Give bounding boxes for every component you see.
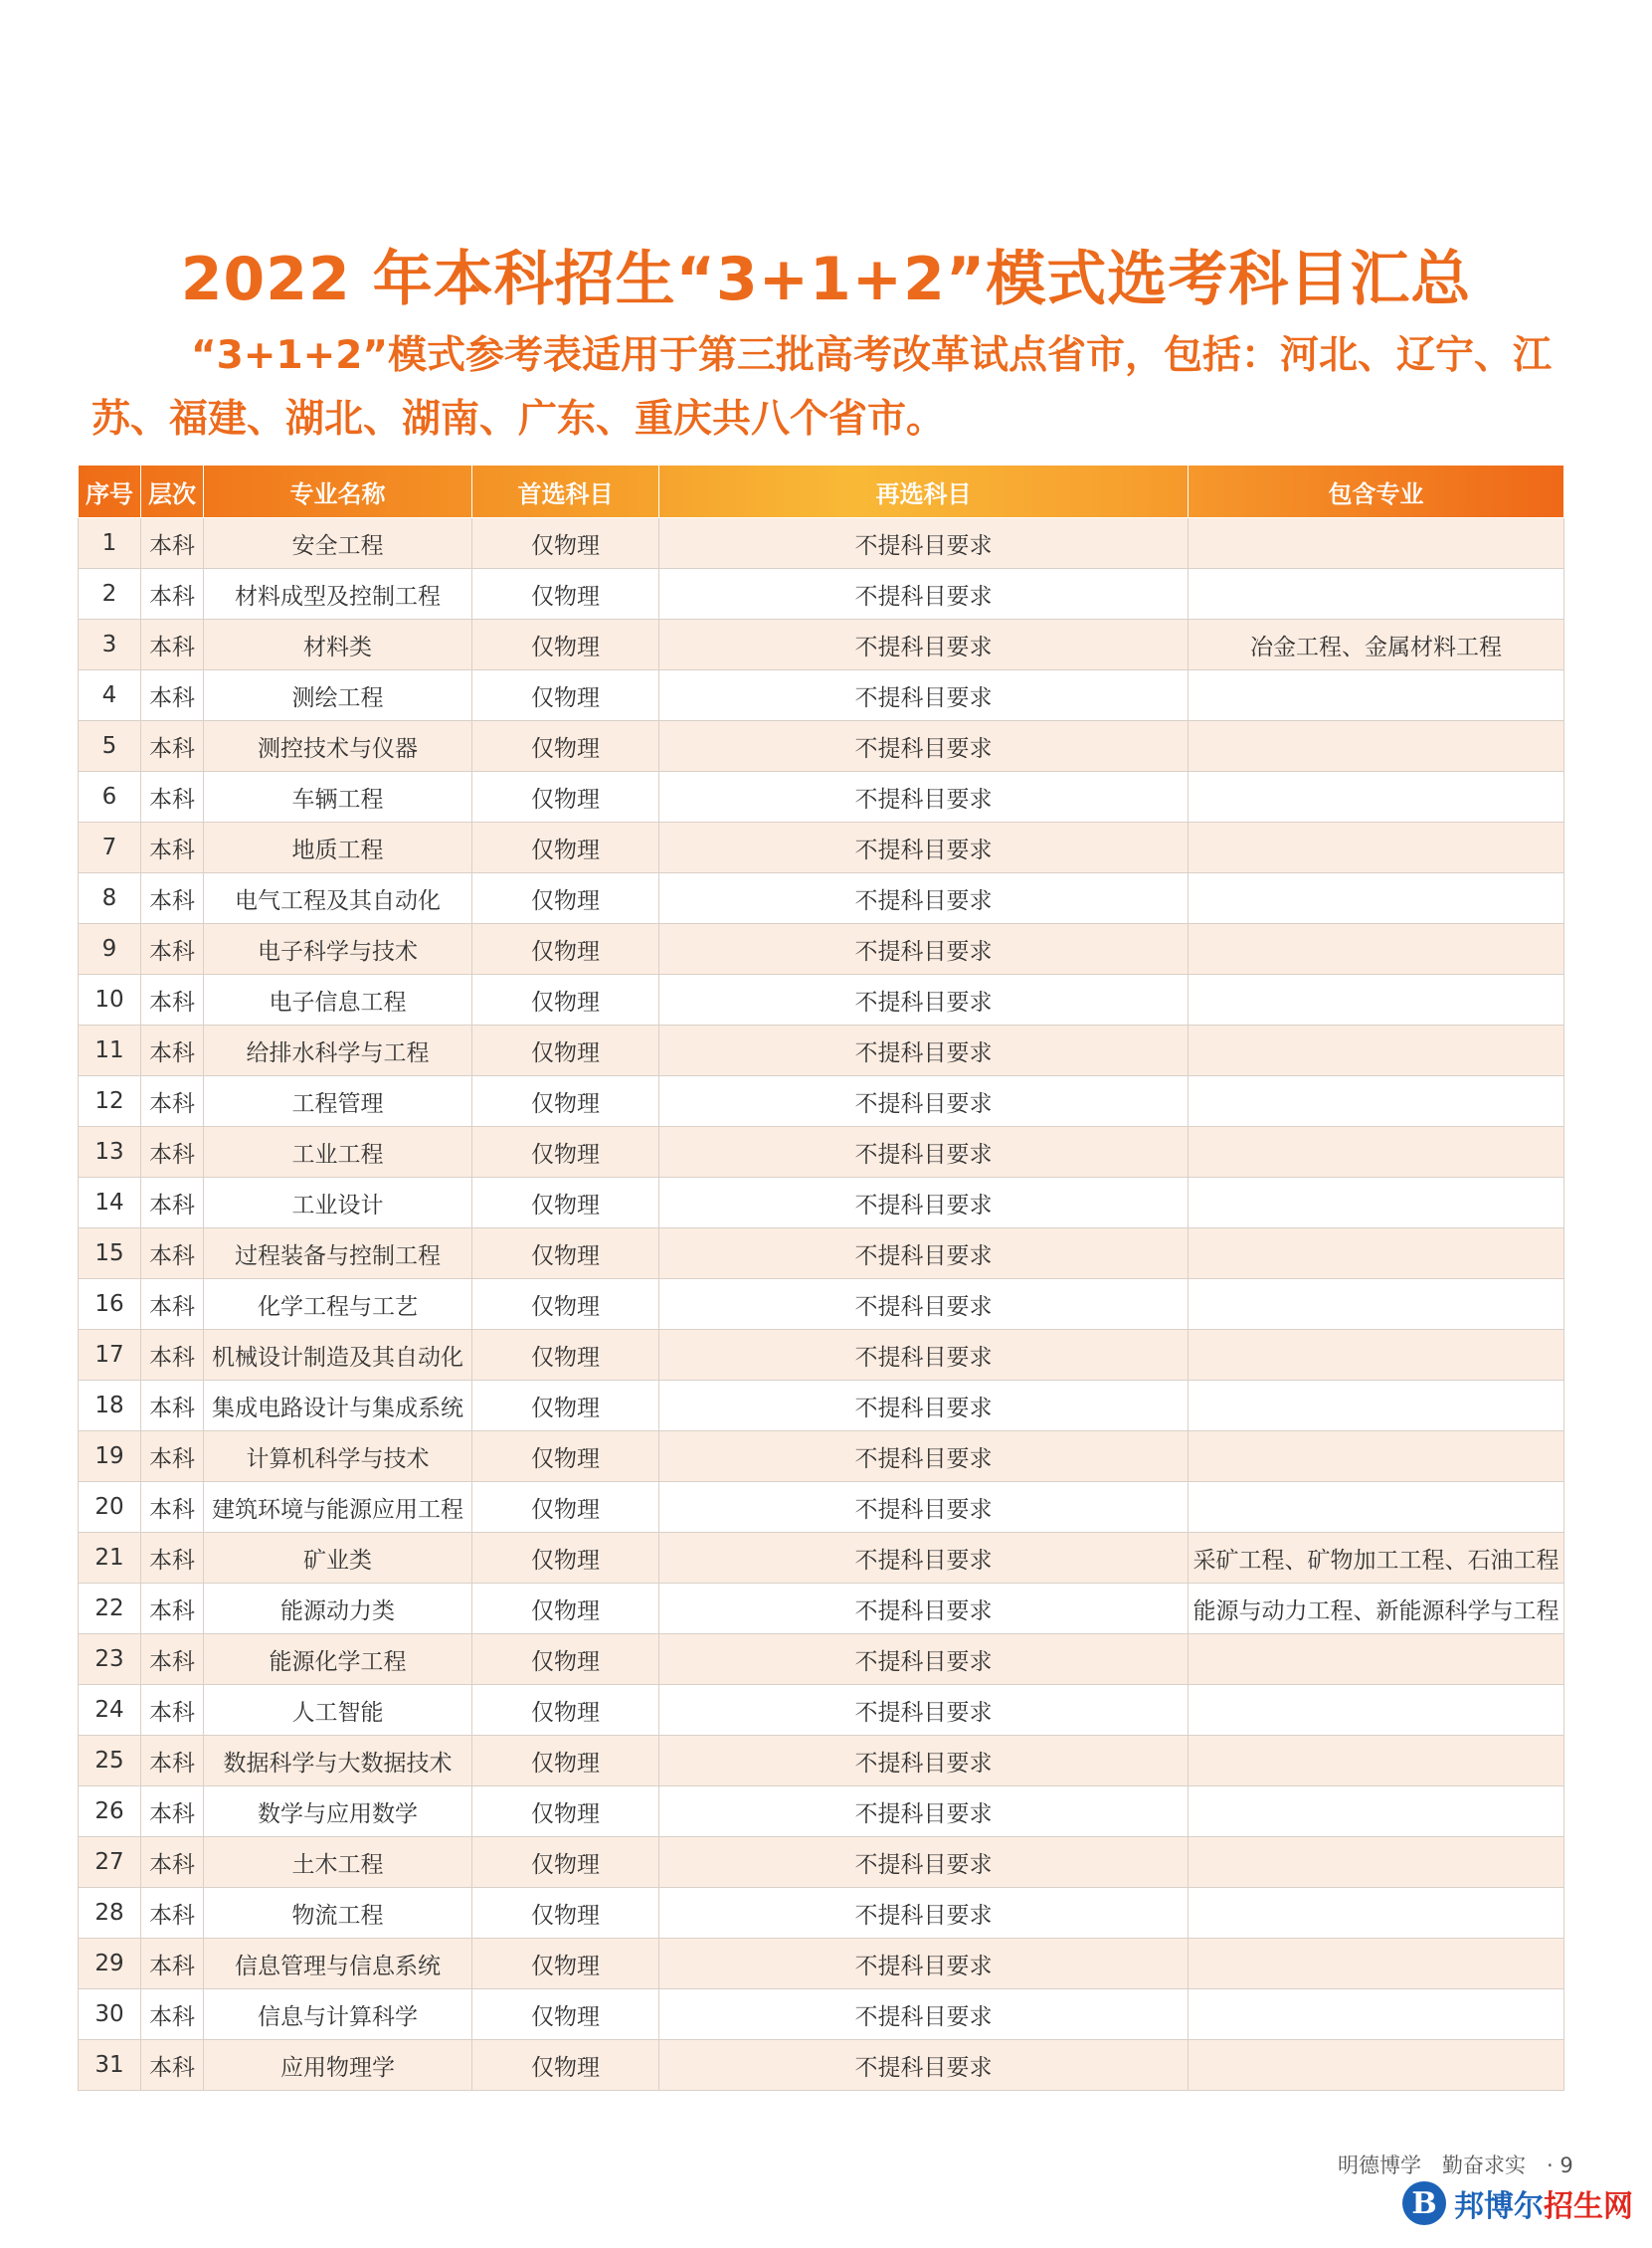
cell-major-name: 数据科学与大数据技术 bbox=[204, 1736, 472, 1786]
cell-first-subject: 仅物理 bbox=[472, 1330, 659, 1381]
cell-included-majors bbox=[1189, 1736, 1564, 1786]
cell-first-subject: 仅物理 bbox=[472, 873, 659, 924]
header-second-subject: 再选科目 bbox=[659, 466, 1189, 518]
table-row bbox=[79, 1026, 1564, 1076]
cell-level: 本科 bbox=[141, 924, 204, 975]
cell-major-name: 机械设计制造及其自动化 bbox=[204, 1330, 472, 1381]
cell-first-subject: 仅物理 bbox=[472, 772, 659, 823]
cell-included-majors bbox=[1189, 823, 1564, 873]
table-row bbox=[79, 1533, 1564, 1584]
cell-index: 11 bbox=[79, 1026, 141, 1076]
cell-first-subject: 仅物理 bbox=[472, 1279, 659, 1330]
cell-level: 本科 bbox=[141, 721, 204, 772]
cell-second-subject: 不提科目要求 bbox=[659, 823, 1189, 873]
cell-second-subject: 不提科目要求 bbox=[659, 1634, 1189, 1685]
cell-second-subject: 不提科目要求 bbox=[659, 772, 1189, 823]
cell-major-name: 物流工程 bbox=[204, 1888, 472, 1939]
cell-index: 28 bbox=[79, 1888, 141, 1939]
table-row bbox=[79, 1989, 1564, 2040]
cell-level: 本科 bbox=[141, 1989, 204, 2040]
cell-included-majors bbox=[1189, 1381, 1564, 1431]
cell-second-subject: 不提科目要求 bbox=[659, 975, 1189, 1026]
table-row bbox=[79, 721, 1564, 772]
cell-major-name: 集成电路设计与集成系统 bbox=[204, 1381, 472, 1431]
cell-major-name: 安全工程 bbox=[204, 518, 472, 569]
cell-major-name: 信息与计算科学 bbox=[204, 1989, 472, 2040]
cell-second-subject: 不提科目要求 bbox=[659, 924, 1189, 975]
cell-second-subject: 不提科目要求 bbox=[659, 1076, 1189, 1127]
cell-index: 3 bbox=[79, 620, 141, 670]
cell-index: 27 bbox=[79, 1837, 141, 1888]
table-row bbox=[79, 1279, 1564, 1330]
cell-included-majors bbox=[1189, 1634, 1564, 1685]
cell-second-subject: 不提科目要求 bbox=[659, 620, 1189, 670]
cell-first-subject: 仅物理 bbox=[472, 1026, 659, 1076]
cell-second-subject: 不提科目要求 bbox=[659, 1533, 1189, 1584]
cell-major-name: 电气工程及其自动化 bbox=[204, 873, 472, 924]
cell-included-majors bbox=[1189, 1989, 1564, 2040]
cell-included-majors: 能源与动力工程、新能源科学与工程 bbox=[1189, 1584, 1564, 1634]
cell-index: 21 bbox=[79, 1533, 141, 1584]
cell-second-subject: 不提科目要求 bbox=[659, 1837, 1189, 1888]
table-row bbox=[79, 1076, 1564, 1127]
table-row bbox=[79, 1431, 1564, 1482]
cell-second-subject: 不提科目要求 bbox=[659, 1736, 1189, 1786]
cell-included-majors bbox=[1189, 1482, 1564, 1533]
table-row bbox=[79, 1330, 1564, 1381]
cell-index: 26 bbox=[79, 1786, 141, 1837]
cell-included-majors bbox=[1189, 1330, 1564, 1381]
cell-major-name: 车辆工程 bbox=[204, 772, 472, 823]
cell-index: 8 bbox=[79, 873, 141, 924]
cell-index: 19 bbox=[79, 1431, 141, 1482]
cell-first-subject: 仅物理 bbox=[472, 1837, 659, 1888]
cell-included-majors bbox=[1189, 975, 1564, 1026]
table-row bbox=[79, 1381, 1564, 1431]
cell-included-majors bbox=[1189, 518, 1564, 569]
cell-major-name: 给排水科学与工程 bbox=[204, 1026, 472, 1076]
watermark-text-main: 邦博尔 bbox=[1454, 2189, 1544, 2224]
subject-table bbox=[78, 465, 1564, 2091]
cell-index: 18 bbox=[79, 1381, 141, 1431]
cell-level: 本科 bbox=[141, 1736, 204, 1786]
cell-major-name: 材料类 bbox=[204, 620, 472, 670]
cell-major-name: 数学与应用数学 bbox=[204, 1786, 472, 1837]
cell-second-subject: 不提科目要求 bbox=[659, 1431, 1189, 1482]
cell-major-name: 信息管理与信息系统 bbox=[204, 1939, 472, 1989]
cell-level: 本科 bbox=[141, 1228, 204, 1279]
cell-second-subject: 不提科目要求 bbox=[659, 1178, 1189, 1228]
cell-major-name: 工业设计 bbox=[204, 1178, 472, 1228]
cell-first-subject: 仅物理 bbox=[472, 1939, 659, 1989]
watermark-text bbox=[1454, 2181, 1633, 2225]
cell-included-majors bbox=[1189, 1026, 1564, 1076]
cell-included-majors bbox=[1189, 1127, 1564, 1178]
cell-first-subject: 仅物理 bbox=[472, 1786, 659, 1837]
cell-second-subject: 不提科目要求 bbox=[659, 1127, 1189, 1178]
cell-second-subject: 不提科目要求 bbox=[659, 1888, 1189, 1939]
cell-included-majors bbox=[1189, 772, 1564, 823]
cell-level: 本科 bbox=[141, 823, 204, 873]
cell-index: 31 bbox=[79, 2040, 141, 2091]
cell-index: 6 bbox=[79, 772, 141, 823]
cell-level: 本科 bbox=[141, 1482, 204, 1533]
cell-level: 本科 bbox=[141, 873, 204, 924]
cell-first-subject: 仅物理 bbox=[472, 1634, 659, 1685]
cell-first-subject: 仅物理 bbox=[472, 1989, 659, 2040]
table-row bbox=[79, 772, 1564, 823]
cell-second-subject: 不提科目要求 bbox=[659, 721, 1189, 772]
table-row bbox=[79, 873, 1564, 924]
cell-first-subject: 仅物理 bbox=[472, 924, 659, 975]
cell-index: 1 bbox=[79, 518, 141, 569]
cell-level: 本科 bbox=[141, 1888, 204, 1939]
cell-major-name: 测控技术与仪器 bbox=[204, 721, 472, 772]
cell-level: 本科 bbox=[141, 1837, 204, 1888]
cell-level: 本科 bbox=[141, 772, 204, 823]
table-row bbox=[79, 1482, 1564, 1533]
cell-included-majors bbox=[1189, 1279, 1564, 1330]
cell-second-subject: 不提科目要求 bbox=[659, 1330, 1189, 1381]
cell-included-majors bbox=[1189, 721, 1564, 772]
cell-included-majors bbox=[1189, 670, 1564, 721]
cell-second-subject: 不提科目要求 bbox=[659, 1584, 1189, 1634]
cell-first-subject: 仅物理 bbox=[472, 1431, 659, 1482]
header-major-name: 专业名称 bbox=[204, 466, 472, 518]
table-row bbox=[79, 1736, 1564, 1786]
cell-included-majors bbox=[1189, 1431, 1564, 1482]
cell-major-name: 过程装备与控制工程 bbox=[204, 1228, 472, 1279]
cell-level: 本科 bbox=[141, 1533, 204, 1584]
cell-level: 本科 bbox=[141, 1330, 204, 1381]
cell-first-subject: 仅物理 bbox=[472, 1127, 659, 1178]
table-header-row bbox=[79, 466, 1564, 518]
cell-included-majors bbox=[1189, 924, 1564, 975]
cell-second-subject: 不提科目要求 bbox=[659, 1228, 1189, 1279]
cell-level: 本科 bbox=[141, 620, 204, 670]
cell-major-name: 工业工程 bbox=[204, 1127, 472, 1178]
cell-first-subject: 仅物理 bbox=[472, 823, 659, 873]
table-body bbox=[79, 518, 1564, 2091]
cell-level: 本科 bbox=[141, 1634, 204, 1685]
cell-index: 12 bbox=[79, 1076, 141, 1127]
cell-major-name: 工程管理 bbox=[204, 1076, 472, 1127]
cell-index: 7 bbox=[79, 823, 141, 873]
cell-level: 本科 bbox=[141, 569, 204, 620]
cell-index: 22 bbox=[79, 1584, 141, 1634]
cell-first-subject: 仅物理 bbox=[472, 721, 659, 772]
table-row bbox=[79, 620, 1564, 670]
table-row bbox=[79, 1178, 1564, 1228]
cell-included-majors bbox=[1189, 2040, 1564, 2091]
cell-second-subject: 不提科目要求 bbox=[659, 1279, 1189, 1330]
table-row bbox=[79, 1837, 1564, 1888]
cell-first-subject: 仅物理 bbox=[472, 1888, 659, 1939]
watermark-text-accent: 招生网 bbox=[1544, 2189, 1633, 2224]
cell-index: 17 bbox=[79, 1330, 141, 1381]
cell-major-name: 化学工程与工艺 bbox=[204, 1279, 472, 1330]
header-index: 序号 bbox=[79, 466, 141, 518]
cell-second-subject: 不提科目要求 bbox=[659, 2040, 1189, 2091]
cell-level: 本科 bbox=[141, 1431, 204, 1482]
cell-level: 本科 bbox=[141, 1939, 204, 1989]
cell-major-name: 能源动力类 bbox=[204, 1584, 472, 1634]
cell-index: 13 bbox=[79, 1127, 141, 1178]
cell-index: 2 bbox=[79, 569, 141, 620]
cell-index: 16 bbox=[79, 1279, 141, 1330]
cell-included-majors: 采矿工程、矿物加工工程、石油工程 bbox=[1189, 1533, 1564, 1584]
cell-index: 20 bbox=[79, 1482, 141, 1533]
cell-second-subject: 不提科目要求 bbox=[659, 1685, 1189, 1736]
cell-included-majors: 冶金工程、金属材料工程 bbox=[1189, 620, 1564, 670]
cell-included-majors bbox=[1189, 1786, 1564, 1837]
table-row bbox=[79, 975, 1564, 1026]
cell-major-name: 计算机科学与技术 bbox=[204, 1431, 472, 1482]
cell-index: 4 bbox=[79, 670, 141, 721]
cell-first-subject: 仅物理 bbox=[472, 975, 659, 1026]
cell-index: 25 bbox=[79, 1736, 141, 1786]
cell-major-name: 应用物理学 bbox=[204, 2040, 472, 2091]
cell-level: 本科 bbox=[141, 518, 204, 569]
cell-included-majors bbox=[1189, 1888, 1564, 1939]
cell-level: 本科 bbox=[141, 1127, 204, 1178]
table-row bbox=[79, 1584, 1564, 1634]
intro-paragraph: “3+1+2”模式参考表适用于第三批高考改革试点省市，包括：河北、辽宁、江苏、福建、湖北、湖南、广东、重庆共八个省市。 bbox=[92, 333, 1553, 442]
cell-major-name: 材料成型及控制工程 bbox=[204, 569, 472, 620]
table-row bbox=[79, 1127, 1564, 1178]
cell-first-subject: 仅物理 bbox=[472, 1381, 659, 1431]
cell-major-name: 测绘工程 bbox=[204, 670, 472, 721]
table-row bbox=[79, 823, 1564, 873]
cell-major-name: 土木工程 bbox=[204, 1837, 472, 1888]
cell-index: 30 bbox=[79, 1989, 141, 2040]
cell-first-subject: 仅物理 bbox=[472, 620, 659, 670]
cell-second-subject: 不提科目要求 bbox=[659, 1989, 1189, 2040]
table-row bbox=[79, 518, 1564, 569]
table-row bbox=[79, 670, 1564, 721]
header-first-subject: 首选科目 bbox=[472, 466, 659, 518]
cell-second-subject: 不提科目要求 bbox=[659, 1381, 1189, 1431]
cell-included-majors bbox=[1189, 873, 1564, 924]
cell-second-subject: 不提科目要求 bbox=[659, 670, 1189, 721]
cell-second-subject: 不提科目要求 bbox=[659, 569, 1189, 620]
cell-level: 本科 bbox=[141, 670, 204, 721]
cell-level: 本科 bbox=[141, 1178, 204, 1228]
table-row bbox=[79, 2040, 1564, 2091]
cell-second-subject: 不提科目要求 bbox=[659, 1482, 1189, 1533]
cell-second-subject: 不提科目要求 bbox=[659, 1026, 1189, 1076]
table-row bbox=[79, 569, 1564, 620]
cell-level: 本科 bbox=[141, 1076, 204, 1127]
cell-index: 14 bbox=[79, 1178, 141, 1228]
cell-major-name: 能源化学工程 bbox=[204, 1634, 472, 1685]
cell-first-subject: 仅物理 bbox=[472, 1533, 659, 1584]
cell-level: 本科 bbox=[141, 1786, 204, 1837]
cell-major-name: 人工智能 bbox=[204, 1685, 472, 1736]
cell-index: 9 bbox=[79, 924, 141, 975]
cell-index: 29 bbox=[79, 1939, 141, 1989]
table-row bbox=[79, 924, 1564, 975]
cell-first-subject: 仅物理 bbox=[472, 518, 659, 569]
cell-first-subject: 仅物理 bbox=[472, 569, 659, 620]
cell-first-subject: 仅物理 bbox=[472, 1736, 659, 1786]
cell-major-name: 电子信息工程 bbox=[204, 975, 472, 1026]
cell-included-majors bbox=[1189, 1685, 1564, 1736]
cell-level: 本科 bbox=[141, 1026, 204, 1076]
cell-major-name: 矿业类 bbox=[204, 1533, 472, 1584]
cell-level: 本科 bbox=[141, 1381, 204, 1431]
cell-first-subject: 仅物理 bbox=[472, 1178, 659, 1228]
cell-first-subject: 仅物理 bbox=[472, 1076, 659, 1127]
cell-first-subject: 仅物理 bbox=[472, 1685, 659, 1736]
cell-second-subject: 不提科目要求 bbox=[659, 873, 1189, 924]
cell-level: 本科 bbox=[141, 1279, 204, 1330]
cell-index: 23 bbox=[79, 1634, 141, 1685]
table-row bbox=[79, 1634, 1564, 1685]
table-row bbox=[79, 1685, 1564, 1736]
cell-major-name: 电子科学与技术 bbox=[204, 924, 472, 975]
header-included-majors: 包含专业 bbox=[1189, 466, 1564, 518]
table-row bbox=[79, 1888, 1564, 1939]
cell-first-subject: 仅物理 bbox=[472, 670, 659, 721]
cell-first-subject: 仅物理 bbox=[472, 1482, 659, 1533]
cell-index: 24 bbox=[79, 1685, 141, 1736]
cell-index: 15 bbox=[79, 1228, 141, 1279]
cell-included-majors bbox=[1189, 1228, 1564, 1279]
cell-level: 本科 bbox=[141, 1685, 204, 1736]
cell-first-subject: 仅物理 bbox=[472, 2040, 659, 2091]
cell-major-name: 建筑环境与能源应用工程 bbox=[204, 1482, 472, 1533]
cell-included-majors bbox=[1189, 1178, 1564, 1228]
table-row bbox=[79, 1939, 1564, 1989]
cell-included-majors bbox=[1189, 1076, 1564, 1127]
footer-motto: 明德博学 勤奋求实 · 9 bbox=[1338, 2154, 1573, 2177]
table-row bbox=[79, 1786, 1564, 1837]
watermark-logo-icon: B bbox=[1402, 2181, 1446, 2225]
cell-level: 本科 bbox=[141, 2040, 204, 2091]
page-title: 2022 年本科招生“3+1+2”模式选考科目汇总 bbox=[180, 245, 1472, 314]
subject-table-container bbox=[78, 465, 1563, 2091]
cell-second-subject: 不提科目要求 bbox=[659, 1786, 1189, 1837]
cell-second-subject: 不提科目要求 bbox=[659, 518, 1189, 569]
cell-major-name: 地质工程 bbox=[204, 823, 472, 873]
cell-first-subject: 仅物理 bbox=[472, 1228, 659, 1279]
site-watermark bbox=[1402, 2181, 1633, 2225]
table-row bbox=[79, 1228, 1564, 1279]
cell-index: 5 bbox=[79, 721, 141, 772]
cell-first-subject: 仅物理 bbox=[472, 1584, 659, 1634]
cell-included-majors bbox=[1189, 569, 1564, 620]
cell-level: 本科 bbox=[141, 975, 204, 1026]
cell-included-majors bbox=[1189, 1837, 1564, 1888]
header-level: 层次 bbox=[141, 466, 204, 518]
cell-index: 10 bbox=[79, 975, 141, 1026]
cell-level: 本科 bbox=[141, 1584, 204, 1634]
cell-second-subject: 不提科目要求 bbox=[659, 1939, 1189, 1989]
cell-included-majors bbox=[1189, 1939, 1564, 1989]
